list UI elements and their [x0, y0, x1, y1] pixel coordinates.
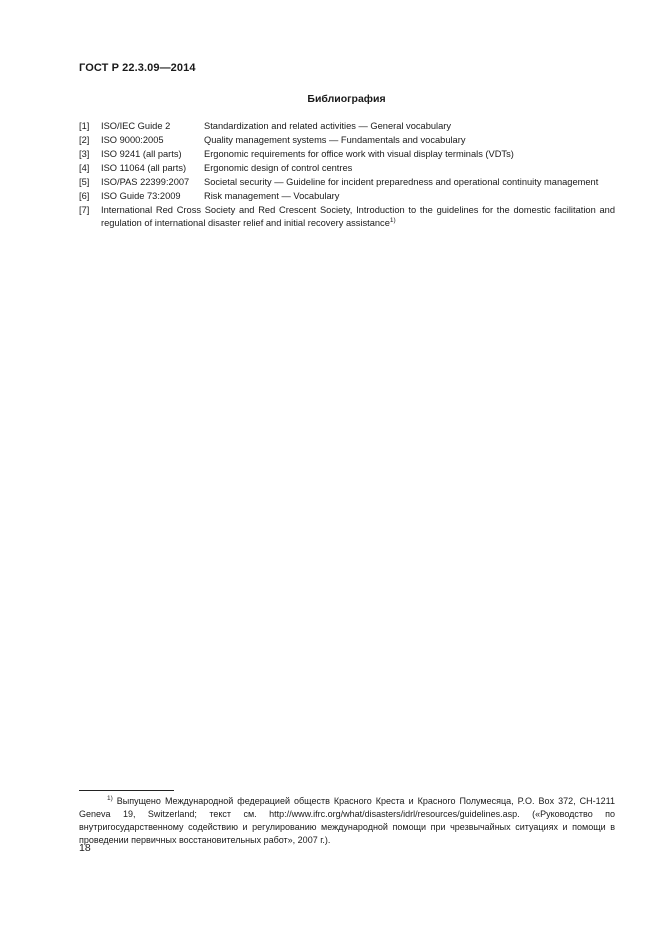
- bibliography-entry: [79, 176, 615, 189]
- entry-number: [6]: [79, 191, 90, 201]
- footnote-reference-mark: 1): [389, 217, 396, 224]
- entry-standard-code: ISO 9241 (all parts): [101, 149, 182, 159]
- footnote-text: Выпущено Международной федерацией обществ Красного Креста и Красного Полумесяца, P.O. Box 372, CH-1211 Geneva 19, Switzerland; текст см. http://www.ifrc.org/what/disasters/idrl/resources/guidelines.asp. («Руководство по внутригосударственному содействию и регулированию международной помощи при чрезвычайных ситуациях и помощи в проведении первичных восстановительных работ», 2007 г.).: [79, 796, 615, 845]
- bibliography-entry: [79, 120, 615, 133]
- entry-title: Standardization and related activities — General vocabulary: [204, 121, 452, 131]
- bibliography-title: [0, 93, 661, 105]
- entry-full-text: [101, 204, 615, 230]
- bibliography-entry: [79, 190, 615, 203]
- entry-number: [4]: [79, 163, 90, 173]
- entry-title: Ergonomic requirements for office work with visual display terminals (VDTs): [204, 149, 514, 159]
- entry-number: [3]: [79, 149, 90, 159]
- entry-title: Risk management — Vocabulary: [204, 191, 340, 201]
- entry-title: Societal security — Guideline for incident preparedness and operational continuity management: [204, 177, 599, 187]
- entry-standard-code: ISO Guide 73:2009: [101, 191, 181, 201]
- footnote: [79, 795, 615, 847]
- entry-standard-code: ISO 9000:2005: [101, 135, 164, 145]
- bibliography-title-text: Библиография: [307, 93, 386, 105]
- bibliography-entry: [79, 204, 615, 230]
- entry-text: International Red Cross Society and Red Crescent Society, Introduction to the guidelines for the domestic facilitation and regulation of international disaster relief and initial recovery assistance: [101, 205, 615, 228]
- entry-standard-code: ISO/PAS 22399:2007: [101, 177, 190, 187]
- entry-number: [7]: [79, 205, 90, 215]
- bibliography-entry: [79, 134, 615, 147]
- entry-number: [1]: [79, 121, 90, 131]
- entry-number: [2]: [79, 135, 90, 145]
- entry-standard-code: ISO 11064 (all parts): [101, 163, 187, 173]
- footnote-divider: [79, 790, 174, 791]
- footnote-mark: 1): [107, 795, 113, 802]
- entry-title: Quality management systems — Fundamentals and vocabulary: [204, 135, 466, 145]
- page-number: 18: [79, 842, 91, 854]
- bibliography-list: [79, 120, 615, 231]
- entry-title: Ergonomic design of control centres: [204, 163, 353, 173]
- entry-number: [5]: [79, 177, 90, 187]
- entry-standard-code: ISO/IEC Guide 2: [101, 121, 171, 131]
- bibliography-entry: [79, 162, 615, 175]
- document-id-header: ГОСТ Р 22.3.09—2014: [79, 62, 196, 74]
- bibliography-entry: [79, 148, 615, 161]
